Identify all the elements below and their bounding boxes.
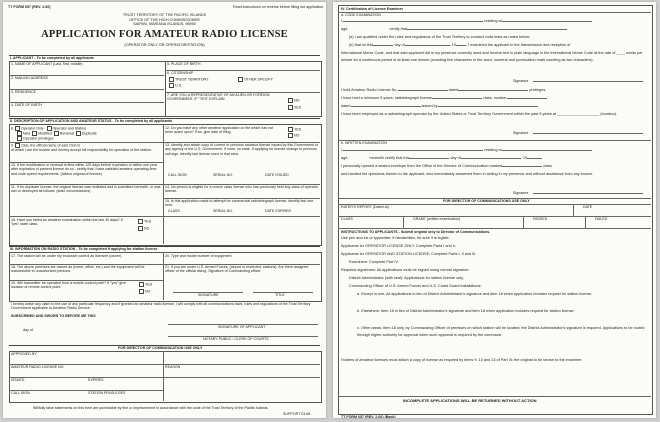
instruction-7: Commanding Officer of U.S. Armed Forces and U.S. Coast Guard installations: [349,284,482,288]
subscribed-label: SUBSCRIBED AND SWORN TO BEFORE ME THIS [11,314,96,318]
approved-by-label: APPROVED BY [11,352,37,356]
col-call-sign: CALL SIGN [168,173,187,177]
item-17: 17. The station will be under my exclusive control as licensee (owner) [11,254,122,258]
checkbox[interactable] [54,131,59,136]
form-title: APPLICATION FOR AMATEUR RADIO LICENSE [41,29,288,40]
checkbox[interactable] [238,77,243,82]
form-back-page [333,2,656,418]
alien-no[interactable] [288,98,299,103]
signature-label: SIGNATURE [198,293,219,297]
option-label: New [23,131,31,136]
section-3-title: III. INFORMATION ON RADIO STATION - To be completed if applying for station license [10,247,158,251]
section-1-title: I. APPLICANT - To be completed by all applicants [10,56,94,60]
instruction-5: Required signatures: All applications must be signed using normal signature. [341,268,470,272]
item-19-no[interactable]: NO [139,289,150,294]
item-19: 19. Will transmitter be operated from a mobile control point? If "yes" give location of remote control point. [11,281,127,290]
license-no-label: AMATEUR RADIO LICENSE NO. [11,365,65,369]
title-label: TITLE [275,293,285,297]
checkbox[interactable] [169,77,174,82]
written-signature-label: Signature [513,191,529,195]
option-label: Duplicate [81,131,97,136]
checkbox [139,289,144,294]
written-line-3: I personally opened a sealed envelope from the Office of the Director of Communication marked class [341,164,552,168]
col-serial: SERIAL NO. [213,173,234,177]
item-15: 15. Is this application made to attempt for commercial radiotelegraph license, identify last one held. [165,199,314,208]
agency-line: SAIPAN, MARIANA ISLANDS, 96950 [133,22,196,27]
col-serial2: SERIAL NO. [213,209,234,213]
checkbox [139,282,144,287]
citizenship-us[interactable] [169,83,182,88]
item-11: 11. If for duplicate license, the original license was mutilated and is submitted herewith, or was lost or destroyed as follows: (state circumstances) [11,185,161,194]
code-exam-label: a. CODE EXAMINATION [341,13,381,17]
reason-label: REASON [165,365,181,369]
instruction-8: a. Except in one: All applications in lieu of District Administrator's signature and item 18 when application includes request for station license. [357,292,593,296]
penalty-note: Willfully false statements on this form are punishable by fine or imprisonment in accordance with the code of the Trust Territory of the Pacific Islands. [33,406,269,410]
form-subtitle: (OPERATOR ONLY OR OPERATOR/STATION) [124,43,205,47]
item-21: 21. If you are under U.S. Armed Forces, (airport or restricted, stations), Are there assigned officer of the official diving. Signature of Commanding officer [165,265,309,274]
col-class: CLASS [168,209,180,213]
option-label: TRUST TERRITORY [175,77,209,82]
option-label: NO [294,98,300,103]
form-front-page [3,2,326,418]
grade-label: GRADE (written examination) [413,217,461,221]
option-label: Operator Only [21,126,44,131]
notary-label: NOTARY PUBLIC / CLERK OF COURTS [203,337,269,341]
item-14: 14. No person is eligible for a novice class license who has previously held any class of operator license. [165,185,319,194]
item-16-yes[interactable]: YES [138,219,151,224]
instruction-6: District Administrator (with seal): Applications for station license only. [349,276,464,280]
option-label: Modified [38,131,52,136]
license-held-line: I hold Amateur Radio License No. dated privileges. [341,88,547,92]
director-use-title: FOR DIRECTOR OF COMMUNICATION USE ONLY [118,346,203,350]
agency-header [3,13,326,27]
item-10: 10. If the modification or renewal is filed within 120 days before expiration or within one year after expiration of present license do so - certify that I have satisfied amateur operating time and code speed requirements. (Attach original of license) [11,163,158,176]
call-sign-label: CALL SIGN [11,391,30,395]
agency-line: OFFICE OF THE HIGH COMMISSIONER [129,17,200,22]
item-12: 12. Do you have any other amateur application on file which has not been acted upon? If so, give date of filing. [165,126,274,135]
instruction-4: Examiners: Complete Part IV. [349,260,399,264]
grade-class-label: CLASS [341,217,353,221]
agency-line: TRUST TERRITORY OF THE PACIFIC ISLANDS [122,13,207,17]
field-citizenship-label: 6. CITIZENSHIP [167,71,194,75]
checkbox [138,219,143,224]
code-line-2: age, certify that [341,26,567,33]
written-line-4: and handed the questions therein to the applicant, who immediately answered them in writing in my presence and without assistance from any source. [341,172,594,176]
checkbox [288,127,293,132]
page-frame [338,5,653,415]
field-pob-label: 5. PLACE OF BIRTH [167,62,201,66]
code-line-1: I, residing at [341,18,592,25]
instructions-title: INSTRUCTIONS TO APPLICANTS - Submit original only to Director of Communications. [341,230,491,234]
passed-label: PASSED [533,217,548,221]
checkbox[interactable] [169,83,174,88]
certification-text: I hereby waive any claim to the use of any particular frequency and if granted an amateur radio license, I will comply with all communications laws, rules and regulations of the Trust Territory Government applicable to Amateur Radio Service. [11,302,311,311]
citizenship-tt[interactable] [169,77,208,82]
checkbox[interactable] [76,131,81,136]
section-4-title: IV. Certification of License Examiner [341,7,403,11]
day-of-label: day of [23,328,33,332]
station-privileges-label: STATION PRIVILEGES [88,391,126,395]
option-label: U.S. [175,83,182,88]
option-label: Operator and Station [52,126,86,131]
form-number-back: TT FORM 657 (REV. 2-66) (Back) [341,415,396,418]
incomplete-notice: INCOMPLETE APPLICATIONS WILL BE RETURNED WITHOUT ACTION [403,398,537,403]
instruction-10: c. Other areas: Item 18 only, by Commanding Officer of premises on which station will be located; the District Administrator's signature is required. Applications to be routed through higher authority for approval when such approval is required by the command. [357,326,645,338]
item-9-trustee: of which I am the trustee and hereby accept full responsibility for operation of the station. [11,148,152,152]
code-line-c: International Morse Code, and that said applicant did in my presence correctly send and receive text in plain language in the International Morse Code at the rate of ____ words per minute for a continuous period of at least one minute (counting five characters to the word, numeral and punctuation mark counting as two characters). [341,51,643,63]
alien-yes[interactable] [288,105,301,110]
item-8: 8. Operator Only Operator and Station [11,126,86,131]
raters-report-label: RATER'S REPORT (Dated at) [341,205,389,209]
item-13: 13. Identify and attach copy of current or previous amateur license issued by this Government or any agency of the U.S. Government. If none, so state. If applying for license change to previous call sign, identify last license used in that area. [165,143,319,156]
field-dob-label: 4. DATE OF BIRTH [11,103,43,107]
option-label: OTHER SPECIFY [244,77,273,82]
item-20: 20. Type and model number of equipment [165,254,232,258]
instruction-3: Applicants for OPERATOR AND STATION LICENSE; Complete Parts I, II and III. [341,252,477,256]
expires-label: EXPIRES [88,378,104,382]
option-label: YES [294,105,302,110]
instruction-2: Applicants for OPERATOR LICENSE ONLY, Complete Parts I and II. [341,244,456,248]
citizenship-other[interactable] [238,77,273,82]
checkbox [138,226,143,231]
form-number: TT FORM 657 (REV. 2-66) [8,5,51,9]
code-line-b: (b) that on this day of , 19 , I examined the applicant in the transmission and reception of [349,43,571,47]
employment-line: I have been employed as a radiotelegraph operator by the United States or Trust Territory Government within the past 5 years at ____________________ (location). [341,112,618,116]
written-line-2: age, herewith certify that this day of , 19 [341,155,542,162]
instruction-9: b. Elsewhere: Item 18 in lieu of District Administrator's signature and item 18 when application includes request for station license. [357,309,575,313]
field-alien-label: 7. ARE YOU A REPRESENTATIVE OF AN ALIEN OR FOREIGN GOVERNMENT, IF "YES" EXPLAIN [167,93,270,102]
code-signature-label-2: Signature [513,131,529,135]
col-date-issued: DATE ISSUED [265,173,289,177]
field-residence-label: 3. RESIDENCE [11,90,36,94]
code-line-a: (a) I am qualified under the rules and regulations of the Trust Territory to conduct code tests as noted below; [349,35,531,39]
item-19-yes[interactable]: YES [139,282,152,287]
item-12-yes[interactable]: YES [288,127,301,132]
item-16-no[interactable]: NO [138,226,149,231]
issued-label: ISSUED [11,378,25,382]
checkbox[interactable] [288,98,293,103]
item-18: 18. The above premises are owned as (home, office, etc.) and the equipment will be inaccessible to unauthorized persons. [11,265,145,274]
code-signature-label: Signature [513,79,529,83]
applicant-signature-label: SIGNATURE OF APPLICANT [218,325,266,329]
checkbox[interactable] [288,105,293,110]
field-name-label: 1. NAME OF APPLICANT (Last, first, middle) [11,62,83,66]
dated-line: dated issued by [341,103,538,110]
option-label: Renewal [59,131,74,136]
instruction-1: Use pen and ink or typewriter; if handwritten, be sure it is legible. [341,236,450,240]
director-use-title-right: FOR DIRECTOR OF COMMUNICATIONS USE ONLY [443,199,530,203]
failed-label: FAILED [595,217,608,221]
item-9: 9. Club, the official name of said Club is [11,143,81,148]
section-2-title: II. DESCRIPTION OF APPLICATION AND AMATEUR STATUS - To be completed by all applicants [10,119,172,123]
written-exam-label: b. WRITTEN EXAMINATION [341,141,387,145]
footer-code: SUPPORT 03-68 [283,412,311,416]
item-12-no[interactable]: NO [288,133,299,138]
col-date-expired: DATE EXPIRED [265,209,292,213]
written-line-1: I, residing at [341,147,592,154]
notice: Read instructions on reverse before filling out application. [233,5,325,9]
radiotelegraph-line: I have held a minimum 5 years, radiotelegraph license class, number [341,95,547,102]
item-8-privileges: Operator privileges [17,136,53,141]
rater-date-label: DATE [583,205,593,209]
field-mailing-label: 2. MAILING ADDRESS [11,76,48,80]
checkbox[interactable] [17,136,22,141]
instruction-11: Holders of amateur licenses must attach a copy of license as required by items 9, 10 and 13 of Part III; the original to be shown to the examiner. [341,358,583,362]
checkbox [288,133,293,138]
item-16: 16. Have you failed an amateur examination within the last 30 days? If "yes" state class. [11,218,123,227]
